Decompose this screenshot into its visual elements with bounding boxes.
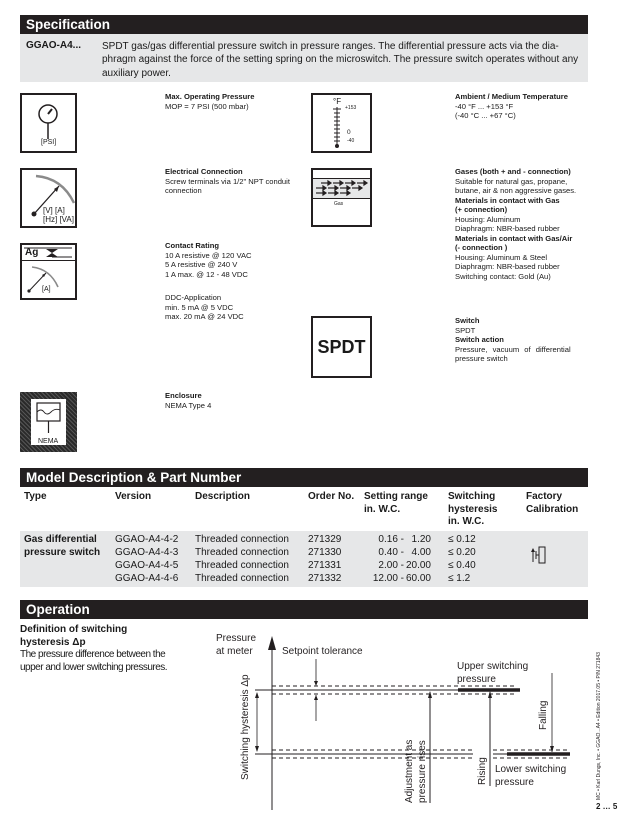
electrical-meter-icon: [V] [A] [Hz] [VA] xyxy=(20,168,77,228)
col-setting-range: Setting range in. W.C. xyxy=(364,491,428,515)
operation-header: Operation xyxy=(20,600,588,619)
col-hysteresis: Switching hysteresis in. W.C. xyxy=(448,491,498,527)
lower-switching-label: Lower switching pressure xyxy=(495,764,567,788)
thermometer-icon: °F +153 0 -40 xyxy=(311,93,372,153)
nema-enclosure-icon: NEMA xyxy=(20,392,77,452)
psi-label: [PSI] xyxy=(41,139,57,146)
col-version: Version xyxy=(115,491,152,502)
switching-hysteresis-label: Switching hysteresis Δp xyxy=(240,674,251,780)
specification-header: Specification xyxy=(20,15,588,34)
definition-text: The pressure difference between the upper and lower switching pressures. xyxy=(20,649,168,673)
col-type: Type xyxy=(24,491,47,502)
col-description: Description xyxy=(195,491,251,502)
adjustment-label: Adjustment as pressure rises xyxy=(404,739,428,803)
spec-gases: Gases (both + and - connection) Suitable for natural gas, propane, butane, air & non aggressive gases. Materials in contact with Gas (+ connection) Housing: Aluminum Diaphragm: NBR-based rubber Materials in contact with Gas/Air (- connection ) Housing: Aluminum & Steel Diaphragm: NBR-based rubber Switching contact: Gold (Au) xyxy=(455,167,577,281)
setpoint-tolerance-label: Setpoint tolerance xyxy=(282,646,363,657)
document-sidebar-info: MC • Karl Dungs, Inc. • GGAO...A4 • Edition 2017.05 • P/N 271843 xyxy=(596,652,602,800)
contact-rating-icon: Ag [A] xyxy=(20,243,77,300)
spec-max-pressure: Max. Operating Pressure MOP = 7 PSI (500 mbar) xyxy=(165,92,255,111)
silver-contact-label: Ag xyxy=(25,247,39,258)
spdt-switch-icon: SPDT xyxy=(311,316,372,378)
spec-electrical-connection: Electrical Connection Screw terminals via 1/2" NPT conduit connection xyxy=(165,167,290,195)
gas-flow-icon: Gas xyxy=(311,168,372,227)
col-order-no: Order No. xyxy=(308,491,355,502)
col-factory-calibration: Factory Calibration xyxy=(526,491,579,515)
type-cell: pressure switch xyxy=(24,547,101,558)
specification-description: SPDT gas/gas differential pressure switch in pressure ranges. The differential pressure acts via the dia-phragm against the force of the setting spring on the microswitch. The pressure switch operates without any auxiliary power. xyxy=(102,41,579,79)
model-label: GGAO-A4... xyxy=(26,40,82,51)
spec-ddc-application: DDC-Application min. 5 mA @ 5 VDC max. 20 mA @ 24 VDC xyxy=(165,293,244,321)
rising-label: Rising xyxy=(477,757,488,785)
definition-title: Definition of switching hysteresis Δp xyxy=(20,624,128,648)
type-cell: Gas differential xyxy=(24,534,97,545)
falling-label: Falling xyxy=(538,700,549,730)
spec-temperature: Ambient / Medium Temperature -40 °F ... +153 °F (-40 °C ... +67 °C) xyxy=(455,92,568,120)
spec-enclosure: Enclosure NEMA Type 4 xyxy=(165,391,212,410)
upper-switching-label: Upper switching pressure xyxy=(457,661,529,685)
y-axis-label: Pressure at meter xyxy=(216,633,257,657)
page-number: 2 … 5 xyxy=(596,802,618,811)
model-table-header: Model Description & Part Number xyxy=(20,468,588,487)
spec-contact-rating: Contact Rating 10 A resistive @ 120 VAC 5 A resistive @ 240 V 1 A max. @ 12 - 48 VDC xyxy=(165,241,252,279)
spec-switch: Switch SPDT Switch action Pressure, vacuum of differential pressure switch xyxy=(455,316,571,363)
